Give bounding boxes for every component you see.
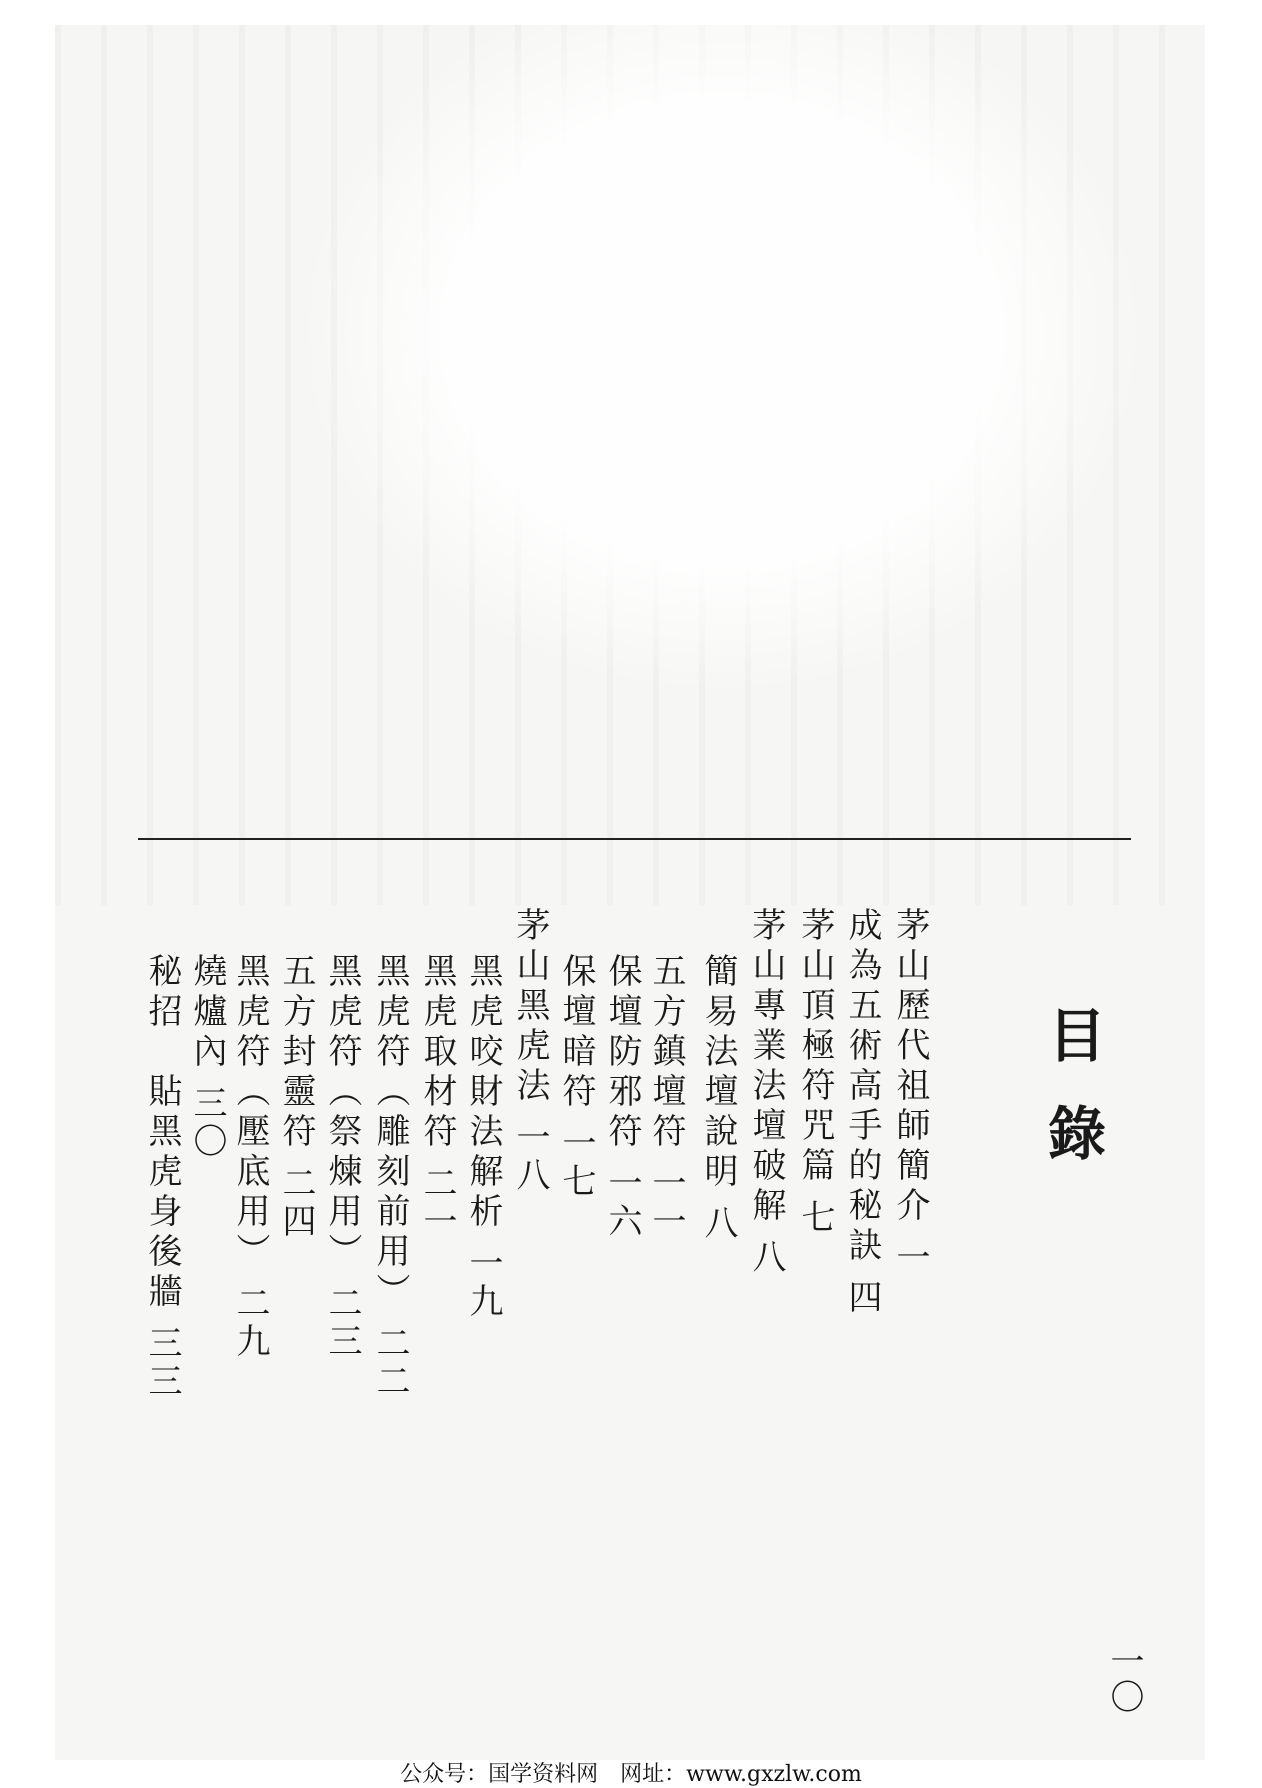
toc-entry[interactable] bbox=[417, 953, 457, 1735]
toc-entry[interactable] bbox=[556, 953, 596, 1735]
toc-entry-column bbox=[602, 953, 642, 1241]
toc-entry-label: 五方鎮壇符 bbox=[646, 953, 686, 1153]
toc-entry-column bbox=[322, 953, 362, 1361]
toc-entry-page: 一六 bbox=[602, 1165, 642, 1241]
toc-entry-column bbox=[463, 953, 503, 1321]
toc-entry[interactable] bbox=[698, 953, 738, 1735]
toc-entry[interactable] bbox=[370, 953, 410, 1735]
toc-title: 目錄 bbox=[1038, 1005, 1106, 1201]
toc-entry-label: 黑虎符︵壓底用︶ bbox=[230, 953, 270, 1273]
toc-entry-page: 一七 bbox=[556, 1125, 596, 1201]
toc-entry-column bbox=[556, 953, 596, 1201]
toc-entry[interactable] bbox=[230, 953, 270, 1735]
toc-entry-label: 茅山專業法壇破解 bbox=[746, 907, 786, 1227]
toc-entry-page: 三三 bbox=[142, 1325, 182, 1401]
toc-entry-label: 簡易法壇說明 bbox=[698, 953, 738, 1193]
show-through-texture bbox=[55, 25, 1205, 905]
toc-entry[interactable] bbox=[795, 907, 835, 1735]
toc-entry-label: 黑虎符︵祭煉用︶ bbox=[322, 953, 362, 1273]
toc-entry-label: 保壇防邪符 bbox=[602, 953, 642, 1153]
toc-entry[interactable] bbox=[142, 953, 182, 1735]
toc-entry-column bbox=[276, 953, 316, 1241]
toc-entry-page: 二三 bbox=[322, 1285, 362, 1361]
toc-entry-page: 四 bbox=[842, 1279, 882, 1317]
toc-entry[interactable] bbox=[187, 953, 227, 1735]
toc-entry-page: 三〇 bbox=[187, 1085, 227, 1161]
toc-entry-column bbox=[142, 953, 182, 1401]
toc-entry-page: 二二 bbox=[370, 1325, 410, 1401]
toc-entry[interactable] bbox=[746, 907, 786, 1735]
toc-entry-column bbox=[370, 953, 410, 1401]
toc-entry[interactable] bbox=[602, 953, 642, 1735]
footer-watermark: 公众号：国学资料网 网址：www.gxzlw.com bbox=[400, 1762, 862, 1787]
toc-entry-label: 茅山歷代祖師簡介 bbox=[890, 907, 930, 1227]
page-number: 一〇 bbox=[1104, 1643, 1144, 1715]
toc-entry[interactable] bbox=[842, 907, 882, 1735]
toc-entry-page: 八 bbox=[746, 1239, 786, 1277]
toc-entry-page: 一 bbox=[890, 1239, 930, 1277]
toc-entry[interactable] bbox=[646, 953, 686, 1735]
toc-entry-page: 二一 bbox=[417, 1165, 457, 1241]
toc-entry-column bbox=[417, 953, 457, 1241]
toc-entry-column bbox=[890, 907, 930, 1277]
toc-entry-page: 二九 bbox=[230, 1285, 270, 1361]
toc-entry-label: 燒爐內 bbox=[187, 953, 227, 1073]
toc-entry[interactable] bbox=[510, 907, 550, 1735]
toc-entry[interactable] bbox=[890, 907, 930, 1735]
toc-entry-column bbox=[698, 953, 738, 1243]
toc-entry-label: 成為五術高手的秘訣 bbox=[842, 907, 882, 1267]
toc-entry-page: 八 bbox=[698, 1205, 738, 1243]
toc-entry[interactable] bbox=[276, 953, 316, 1735]
toc-entry-label: 茅山頂極符咒篇 bbox=[795, 907, 835, 1187]
toc-entry-column bbox=[510, 907, 550, 1195]
toc-entry-label: 秘招 貼黑虎身後牆 bbox=[142, 953, 182, 1313]
toc-entry-page: 一九 bbox=[463, 1245, 503, 1321]
toc-entry-label: 五方封靈符 bbox=[276, 953, 316, 1153]
toc-entry-column bbox=[795, 907, 835, 1237]
toc-entry-page: 一一 bbox=[646, 1165, 686, 1241]
toc-entry-label: 保壇暗符 bbox=[556, 953, 596, 1113]
toc-entry-page: 一八 bbox=[510, 1119, 550, 1195]
toc-entry-label: 黑虎咬財法解析 bbox=[463, 953, 503, 1233]
toc-entry-label: 黑虎取材符 bbox=[417, 953, 457, 1153]
toc-entry[interactable] bbox=[322, 953, 362, 1735]
toc-entry-page: 二四 bbox=[276, 1165, 316, 1241]
toc-entry-column bbox=[230, 953, 270, 1361]
toc-entry-page: 七 bbox=[795, 1199, 835, 1237]
toc-entry-column bbox=[746, 907, 786, 1277]
toc-entry-column bbox=[646, 953, 686, 1241]
horizontal-rule bbox=[138, 838, 1131, 840]
toc-entry[interactable] bbox=[463, 953, 503, 1735]
toc-entry-column bbox=[842, 907, 882, 1317]
toc-entry-label: 黑虎符︵雕刻前用︶ bbox=[370, 953, 410, 1313]
toc-entry-label: 茅山黑虎法 bbox=[510, 907, 550, 1107]
toc-entry-column bbox=[187, 953, 227, 1161]
